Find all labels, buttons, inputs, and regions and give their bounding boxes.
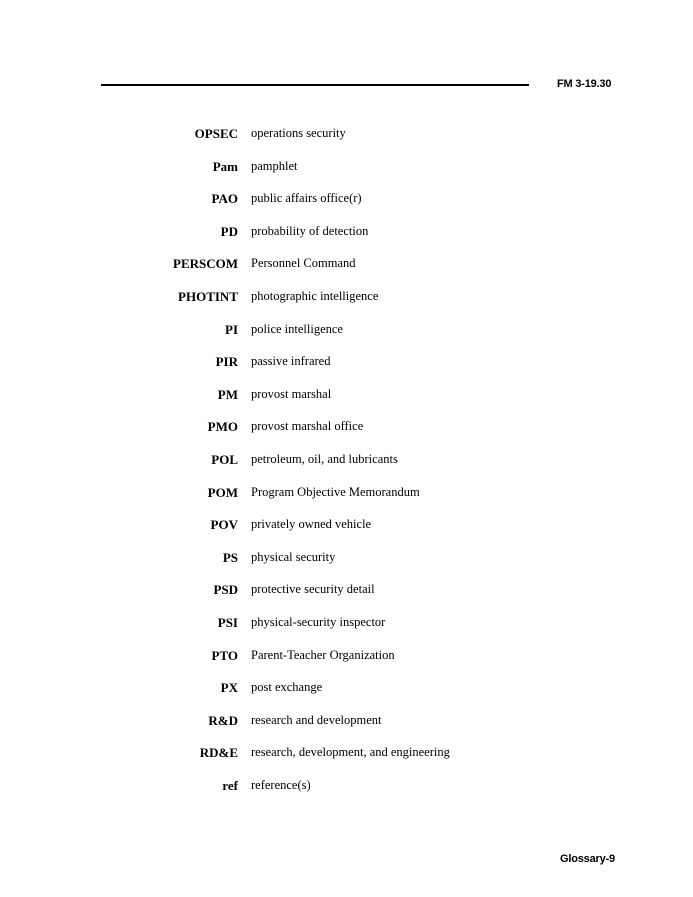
glossary-entry <box>0 648 693 681</box>
glossary-term: PI <box>225 321 238 337</box>
glossary-definition: petroleum, oil, and lubricants <box>251 451 398 466</box>
glossary-entry <box>0 713 693 746</box>
glossary-definition: probability of detection <box>251 223 369 238</box>
glossary-definition: provost marshal <box>251 386 332 401</box>
glossary-definition: research, development, and engineering <box>251 745 450 760</box>
glossary-entry <box>0 680 693 713</box>
glossary-term: PAO <box>211 191 238 207</box>
glossary-term: R&D <box>208 712 238 728</box>
glossary-entry <box>0 191 693 224</box>
glossary-term: PTO <box>211 647 238 663</box>
header-rule <box>101 84 529 86</box>
glossary-entry <box>0 550 693 583</box>
glossary-entry <box>0 256 693 289</box>
glossary-term: POV <box>210 517 238 533</box>
glossary-entry <box>0 322 693 355</box>
glossary-entry <box>0 419 693 452</box>
glossary-entry <box>0 387 693 420</box>
glossary-definition: reference(s) <box>251 777 311 792</box>
glossary-entry <box>0 354 693 387</box>
glossary-list <box>0 126 693 810</box>
glossary-term: PHOTINT <box>178 288 238 304</box>
glossary-definition: operations security <box>251 126 346 140</box>
glossary-term: PD <box>220 223 238 239</box>
glossary-definition: physical security <box>251 549 336 564</box>
glossary-definition: Personnel Command <box>251 256 356 271</box>
glossary-entry <box>0 485 693 518</box>
glossary-entry <box>0 517 693 550</box>
glossary-term: Pam <box>212 158 238 174</box>
glossary-term: ref <box>222 777 238 793</box>
glossary-term: RD&E <box>199 745 238 761</box>
glossary-entry <box>0 159 693 192</box>
glossary-entry <box>0 745 693 778</box>
glossary-term: PIR <box>215 354 238 370</box>
glossary-definition: Program Objective Memorandum <box>251 484 420 499</box>
glossary-entry <box>0 582 693 615</box>
document-id: FM 3-19.30 <box>557 78 612 90</box>
glossary-term: PX <box>220 680 238 696</box>
glossary-entry <box>0 615 693 648</box>
glossary-term: PERSCOM <box>173 256 238 272</box>
glossary-term: POM <box>207 484 238 500</box>
glossary-definition: physical-security inspector <box>251 614 386 629</box>
glossary-definition: photographic intelligence <box>251 288 379 303</box>
glossary-term: PS <box>222 549 238 565</box>
page-label: Glossary-9 <box>560 853 615 865</box>
glossary-term: OPSEC <box>194 126 238 141</box>
glossary-definition: provost marshal office <box>251 419 364 434</box>
glossary-definition: public affairs office(r) <box>251 191 362 206</box>
glossary-definition: protective security detail <box>251 582 375 597</box>
glossary-definition: research and development <box>251 712 382 727</box>
glossary-term: POL <box>211 451 238 467</box>
glossary-entry <box>0 289 693 322</box>
glossary-term: PSI <box>217 614 238 630</box>
glossary-term: PMO <box>207 419 238 435</box>
glossary-definition: passive infrared <box>251 354 331 369</box>
glossary-entry <box>0 224 693 257</box>
glossary-term: PSD <box>213 582 238 598</box>
glossary-definition: police intelligence <box>251 321 343 336</box>
glossary-entry <box>0 778 693 811</box>
glossary-entry <box>0 452 693 485</box>
glossary-definition: pamphlet <box>251 158 298 173</box>
glossary-definition: privately owned vehicle <box>251 517 372 532</box>
glossary-entry <box>0 126 693 159</box>
glossary-definition: post exchange <box>251 680 323 695</box>
glossary-definition: Parent-Teacher Organization <box>251 647 395 662</box>
glossary-term: PM <box>217 386 238 402</box>
